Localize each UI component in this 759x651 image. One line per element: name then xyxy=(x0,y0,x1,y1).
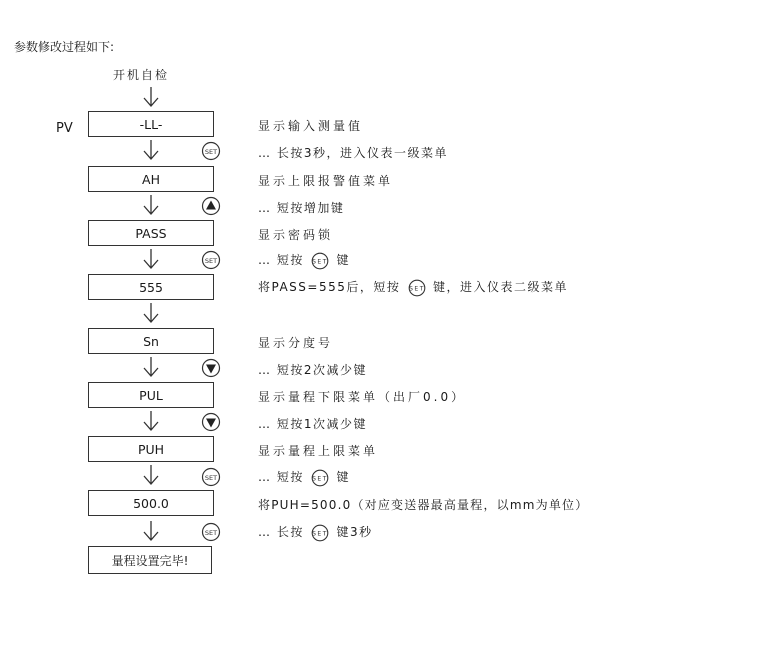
flow-arrow xyxy=(142,86,160,108)
down-key-icon xyxy=(201,358,221,378)
display-box-ah: AH xyxy=(88,166,214,192)
step-text: 键，进入仪表二级菜单 xyxy=(433,280,569,294)
flow-arrow xyxy=(142,464,160,486)
svg-text:SET: SET xyxy=(204,529,218,537)
step-text: 键3秒 xyxy=(336,525,373,539)
display-box-pul: PUL xyxy=(88,382,214,408)
step-description: 显示量程下限菜单（出厂0.0） xyxy=(258,390,467,404)
step-description: … 短按增加键 xyxy=(258,201,345,215)
flow-arrow xyxy=(142,194,160,216)
svg-text:SET: SET xyxy=(204,257,218,265)
set-key-icon xyxy=(311,252,329,270)
display-box-sn: Sn xyxy=(88,328,214,354)
set-key-icon xyxy=(311,524,329,542)
start-label: 开机自检 xyxy=(113,68,170,82)
flow-arrow xyxy=(142,410,160,432)
step-description xyxy=(258,468,350,487)
display-box-puh: PUH xyxy=(88,436,214,462)
step-text: … 短按 xyxy=(258,253,304,267)
display-box-ll: -LL- xyxy=(88,111,214,137)
flow-arrow xyxy=(142,139,160,161)
display-box-complete: 量程设置完毕! xyxy=(88,546,212,574)
display-box-555: 555 xyxy=(88,274,214,300)
down-key-icon xyxy=(201,412,221,432)
flow-arrow xyxy=(142,248,160,270)
diagram-heading: 参数修改过程如下: xyxy=(14,40,115,54)
svg-text:SET: SET xyxy=(312,475,329,482)
step-description xyxy=(258,278,568,297)
pv-label: PV xyxy=(56,121,73,136)
step-description: 显示上限报警值菜单 xyxy=(258,174,394,188)
step-description: … 短按1次减少键 xyxy=(258,417,367,431)
step-description xyxy=(258,523,373,542)
set-key-icon xyxy=(201,250,221,270)
step-description: 显示分度号 xyxy=(258,336,334,350)
step-description xyxy=(258,251,350,270)
display-box-pass: PASS xyxy=(88,220,214,246)
step-description: … 长按3秒，进入仪表一级菜单 xyxy=(258,146,448,160)
svg-text:SET: SET xyxy=(312,530,329,537)
svg-text:SET: SET xyxy=(408,285,425,292)
flow-arrow xyxy=(142,302,160,324)
step-description: 显示输入测量值 xyxy=(258,119,364,133)
step-description: 将PUH=500.0（对应变送器最高量程，以mm为单位） xyxy=(258,498,589,512)
step-description: 显示量程上限菜单 xyxy=(258,444,379,458)
set-key-icon xyxy=(311,469,329,487)
step-text: 键 xyxy=(336,253,350,267)
set-key-icon xyxy=(201,141,221,161)
svg-text:SET: SET xyxy=(312,258,329,265)
step-text: 键 xyxy=(336,470,350,484)
step-text: … 短按 xyxy=(258,470,304,484)
flow-arrow xyxy=(142,356,160,378)
flow-arrow xyxy=(142,520,160,542)
svg-text:SET: SET xyxy=(204,474,218,482)
set-key-icon xyxy=(201,522,221,542)
svg-text:SET: SET xyxy=(204,148,218,156)
set-key-icon xyxy=(408,279,426,297)
step-text: … 长按 xyxy=(258,525,304,539)
display-box-500: 500.0 xyxy=(88,490,214,516)
up-key-icon xyxy=(201,196,221,216)
step-description: … 短按2次减少键 xyxy=(258,363,367,377)
step-description: 显示密码锁 xyxy=(258,228,334,242)
set-key-icon xyxy=(201,467,221,487)
step-text: 将PASS=555后，短按 xyxy=(258,280,401,294)
